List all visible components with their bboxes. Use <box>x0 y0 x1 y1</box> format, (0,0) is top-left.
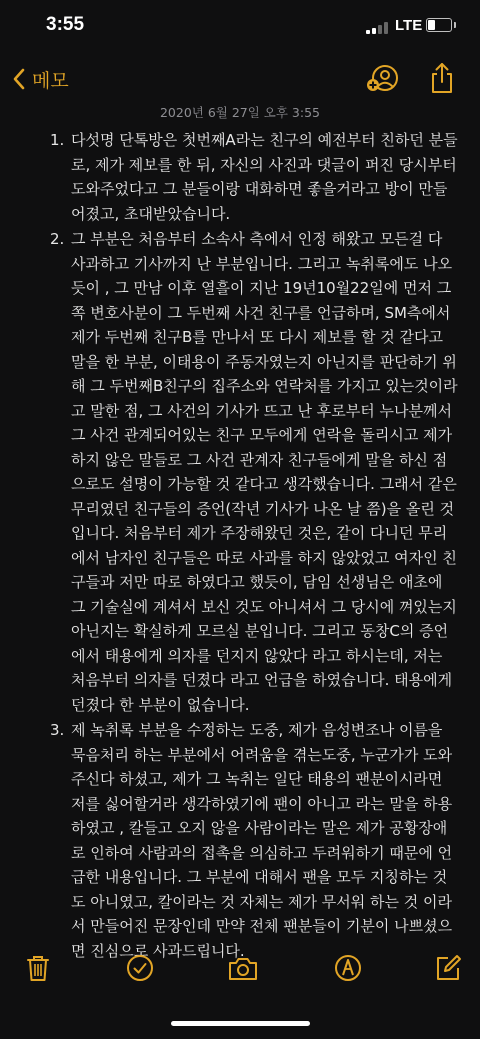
trash-icon[interactable] <box>24 954 52 982</box>
camera-icon[interactable] <box>228 954 258 982</box>
nav-bar <box>0 56 480 100</box>
back-button[interactable] <box>12 64 69 94</box>
checklist-icon[interactable] <box>126 954 154 982</box>
note-body[interactable] <box>50 128 461 963</box>
list-item <box>50 128 461 226</box>
list-item-text: 그 부분은 처음부터 소속사 측에서 인정 해왔고 모든걸 다 사과하고 기사까지 난 부분입니다. 그리고 녹취록에도 나오 듯이 , 그 만남 이후 열흘이 지난 19년10월22일에 먼저 그 쪽 변호사분이 그 두번째 사건 친구를 언급하며, SM측에서 제가 두번째 친구B를 만나서 또 다시 제보를 할 것 같다고 말을 한 부분, 이태용이 주동자였는지 아닌지를 판단하기 위 해 그 두번째B친구의 집주소와 연락처를 가지고 있는것이라 고 말한 점, 그 사건의 기사가 뜨고 난 후로부터 누나분께서 그 사건 관계되어있는 친구 모두에게 연락을 돌리시고 제가 하지 않은 말들로 그 사건 관계자 친구들에게 말을 하신 점 으로도 설명이 가능할 것 같다고 생각했습니다. 그래서 같은 무리였던 친구들의 증언(작년 기사가 나온 날 쯤)을 올린 것 입니다. 처음부터 제가 주장해왔던 것은, 같이 다니던 무리 에서 남자인 친구들은 따로 사과를 하지 않았었고 여자인 친 구들과 저만 따로 하였다고 했듯이, 담임 선생님은 애초에 그 기술실에 계셔서 보신 것도 아니셔서 그 당시에 껴있는지 아닌지는 확실하게 모르실 분입니다. 그리고 동창C의 증언 에서 태용에게 의자를 던지지 않았다 라고 하시는데, 저는 처음부터 의자를 던졌다 라고 언급을 하였습니다. 태용에게 던졌다 한 부분이 없습니다. <box>71 230 458 714</box>
list-item-text: 다섯명 단톡방은 첫번째A라는 친구의 예전부터 친하던 분들 로, 제가 제보를 한 뒤, 자신의 사진과 댓글이 퍼진 당시부터 도와주었다고 그 분들이랑 대화하면 좋을거라고 방이 만들 어졌고, 초대받았습니다. <box>71 131 458 223</box>
list-item-number: 2. <box>50 230 65 248</box>
back-label: 메모 <box>32 69 69 92</box>
list-item-number: 3. <box>50 721 65 739</box>
list-item-text: 제 녹취록 부분을 수정하는 도중, 제가 음성변조나 이름을 묵음처리 하는 부분에서 어려움을 겪는도중, 누군가가 도와 주신다 하셨고, 제가 그 녹취는 일단 태용의 팬분이시라면 저를 싫어할거라 생각하였기에 팬이 아니고 라는 말을 하용 하였고 , 칼들고 오지 않을 사람이라는 말은 제가 공황장애 로 인하여 사람과의 접촉을 의심하고 두려워하기 때문에 언 급한 내용입니다. 그 부분에 대해서 팬을 모두 지칭하는 것 도 아니였고, 칼이라는 것 자체는 제가 무서워 하는 것 이라 서 만들어진 문장인데 만약 전체 팬분들이 기분이 나쁘셨으 면 진심으로 사과드립니다. <box>71 721 453 960</box>
bottom-toolbar <box>0 954 480 994</box>
note-timestamp: 2020년 6월 27일 오후 3:55 <box>159 105 320 120</box>
chevron-left-icon <box>12 68 26 90</box>
battery-icon <box>426 18 452 32</box>
list-item <box>50 227 461 717</box>
list-item <box>50 718 461 963</box>
note-list <box>50 128 461 963</box>
status-time: 3:55 <box>46 14 85 35</box>
list-item-number: 1. <box>50 131 65 149</box>
markup-icon[interactable] <box>334 954 362 982</box>
network-type: LTE <box>395 17 423 34</box>
home-indicator[interactable] <box>171 1021 310 1026</box>
cellular-signal-icon <box>366 21 388 34</box>
person-add-icon[interactable] <box>366 64 398 94</box>
status-bar <box>0 0 480 56</box>
share-icon[interactable] <box>429 62 455 94</box>
compose-icon[interactable] <box>434 954 462 982</box>
